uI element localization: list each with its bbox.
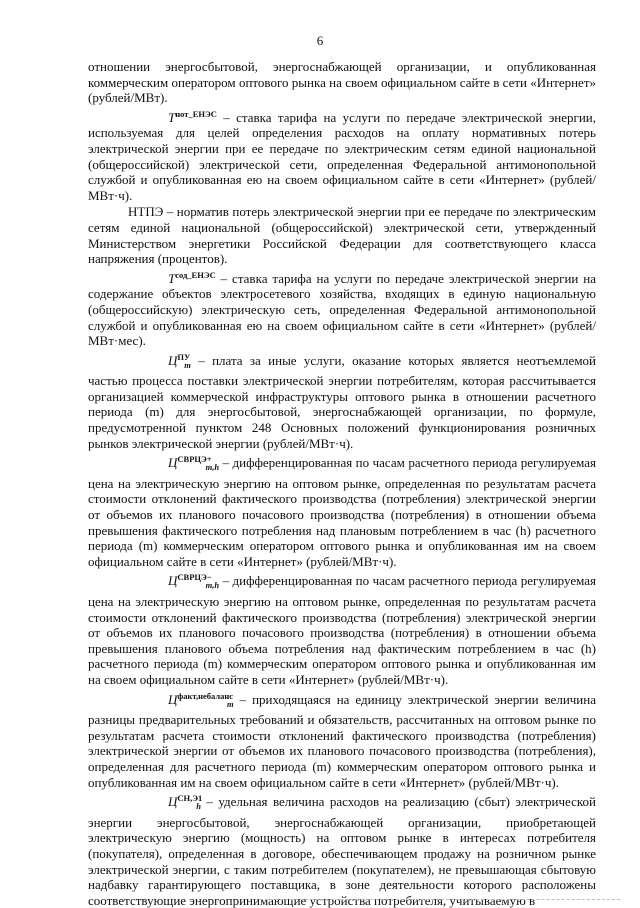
paragraph-text: НТПЭ – норматив потерь электрической энергии при ее передаче по электрическим сетям единой национальной (общероссийской) электрической сети, утвержденный Министерством энергетики Российской Федерации для соответствующего класса напряжения (процентов). xyxy=(88,204,596,267)
paragraph xyxy=(88,452,596,569)
formula-symbol xyxy=(128,689,234,713)
symbol-superscript: СВРЦЭ− xyxy=(177,572,212,583)
formula-symbol xyxy=(128,107,217,126)
symbol-subscript: m xyxy=(227,698,234,709)
paragraph-text: – ставка тарифа на услуги по передаче электрической энергии, используемая для целей определения расходов на оплату нормативных потерь электрической энергии при ее передаче по электрическим сетям единой национальной (общероссийской) электрической сети, определенная Федеральной антимонопольной службой и опубликованная ею на своем официальном сайте в сети «Интернет» (рублей/МВт·ч). xyxy=(88,109,596,203)
symbol-base: Ц xyxy=(168,573,178,589)
symbol-superscript: сод_ЕНЭС xyxy=(175,269,216,280)
formula-symbol xyxy=(128,570,219,594)
page-bottom-rule xyxy=(260,899,620,901)
symbol-subscript: h xyxy=(196,801,202,812)
symbol-base: Ц xyxy=(168,352,178,368)
document-body xyxy=(88,59,596,908)
paragraph-text: – удельная величина расходов на реализацию (сбыт) электрической энергии энергосбытовой, энергоснабжающей организации, приобретающей электрическую энергию (мощность) на оптовом рынке в интересах потребителя (покупателя), определенная в договоре, обеспечивающем продажу на розничном рынке электрической энергии, с таким потребителем (покупателем), не превышающая сбытовую надбавку гарантирующего поставщика, в зоне деятельности которого расположены соответствующие энергопринимающие устройства потребителя, учитываемую в xyxy=(88,794,596,908)
paragraph xyxy=(88,350,596,452)
symbol-base: T xyxy=(168,109,176,125)
formula-symbol xyxy=(128,350,191,374)
symbol-superscript: нот_ЕНЭС xyxy=(175,108,217,119)
paragraph xyxy=(88,570,596,687)
symbol-subscript: m,h xyxy=(205,580,220,591)
formula-symbol xyxy=(128,791,201,815)
page-number: 6 xyxy=(316,33,324,48)
paragraph-text: – приходящаяся на единицу электрической энергии величина разницы предварительных требований и обязательств, рассчитанных на оптовом рынке по результатам расчета стоимости отклонений фактического производства (потребления) электрической энергии от объемов их планового почасового производства (потребления), определенная для расчетного периода (m) коммерческим оператором оптового рынка и опубликованная им на своем официальном сайте в сети «Интернет» (рублей/МВт·ч). xyxy=(88,691,596,790)
symbol-subscript: m,h xyxy=(205,462,220,473)
symbol-superscript: ПУ xyxy=(177,351,191,362)
paragraph-text: – плата за иные услуги, оказание которых является неотъемлемой частью процесса поставки электрической энергии потребителям, которая рассчитывается организацией коммерческой инфраструктуры оптового рынка в отношении расчетного периода (m) для энергосбытовой, энергоснабжающей организации, по формуле, предусмотренной пунктом 248 Основных положений функционирования розничных рынков электрической энергии (рублей/МВт·ч). xyxy=(88,352,596,451)
formula-symbol xyxy=(128,452,219,476)
paragraph-text: – дифференцированная по часам расчетного периода регулируемая цена на электрическую энергию на оптовом рынке, определенная по результатам расчета стоимости отклонений фактического производства (потребления) электрической энергии от объемов их планового почасового производства (потребления) в отношении объема превышения фактического потребления над плановым потреблением в час (h) расчетного периода (m) коммерческим оператором оптового рынка и опубликованная им на своем официальном сайте в сети «Интернет» (рублей/МВт·ч). xyxy=(88,455,596,569)
symbol-superscript: факт,небаланс xyxy=(177,690,234,701)
paragraph-text: – дифференцированная по часам расчетного периода регулируемая цена на электрическую энергию на оптовом рынке, определенная по результатам расчета стоимости отклонений фактического производства (потребления) электрической энергии от объемов их планового почасового производства (потребления) в отношении объема превышения планового объема потребления над фактическим потреблением в час (h) расчетного периода (m) коммерческим оператором оптового рынка и опубликованная им на своем официальном сайте в сети «Интернет» (рублей/МВт·ч). xyxy=(88,573,596,687)
symbol-superscript: СВРЦЭ+ xyxy=(177,454,212,465)
paragraph xyxy=(88,107,596,204)
paragraph xyxy=(88,791,596,908)
paragraph xyxy=(88,59,596,106)
symbol-subscript: m xyxy=(184,359,191,370)
formula-symbol xyxy=(128,268,216,287)
symbol-base: Ц xyxy=(168,455,178,471)
paragraph xyxy=(88,204,596,266)
paragraph xyxy=(88,268,596,349)
symbol-base: T xyxy=(168,270,176,286)
paragraph-text: – ставка тарифа на услуги по передаче электрической энергии на содержание объектов электросетевого хозяйства, входящих в единую национальную (общероссийскую) электрическую сеть, определенная Федеральной антимонопольной службой и опубликованная ею на своем официальном сайте в сети «Интернет» (рублей/МВт·мес). xyxy=(88,270,596,349)
symbol-superscript: СН,Э1 xyxy=(177,793,203,804)
symbol-base: Ц xyxy=(168,794,178,810)
symbol-base: Ц xyxy=(168,691,178,707)
paragraph xyxy=(88,689,596,791)
paragraph-text: отношении энергосбытовой, энергоснабжающей организации, и опубликованная коммерческим оператором оптового рынка на своем официальном сайте в сети «Интернет» (рублей/МВт). xyxy=(88,59,596,106)
